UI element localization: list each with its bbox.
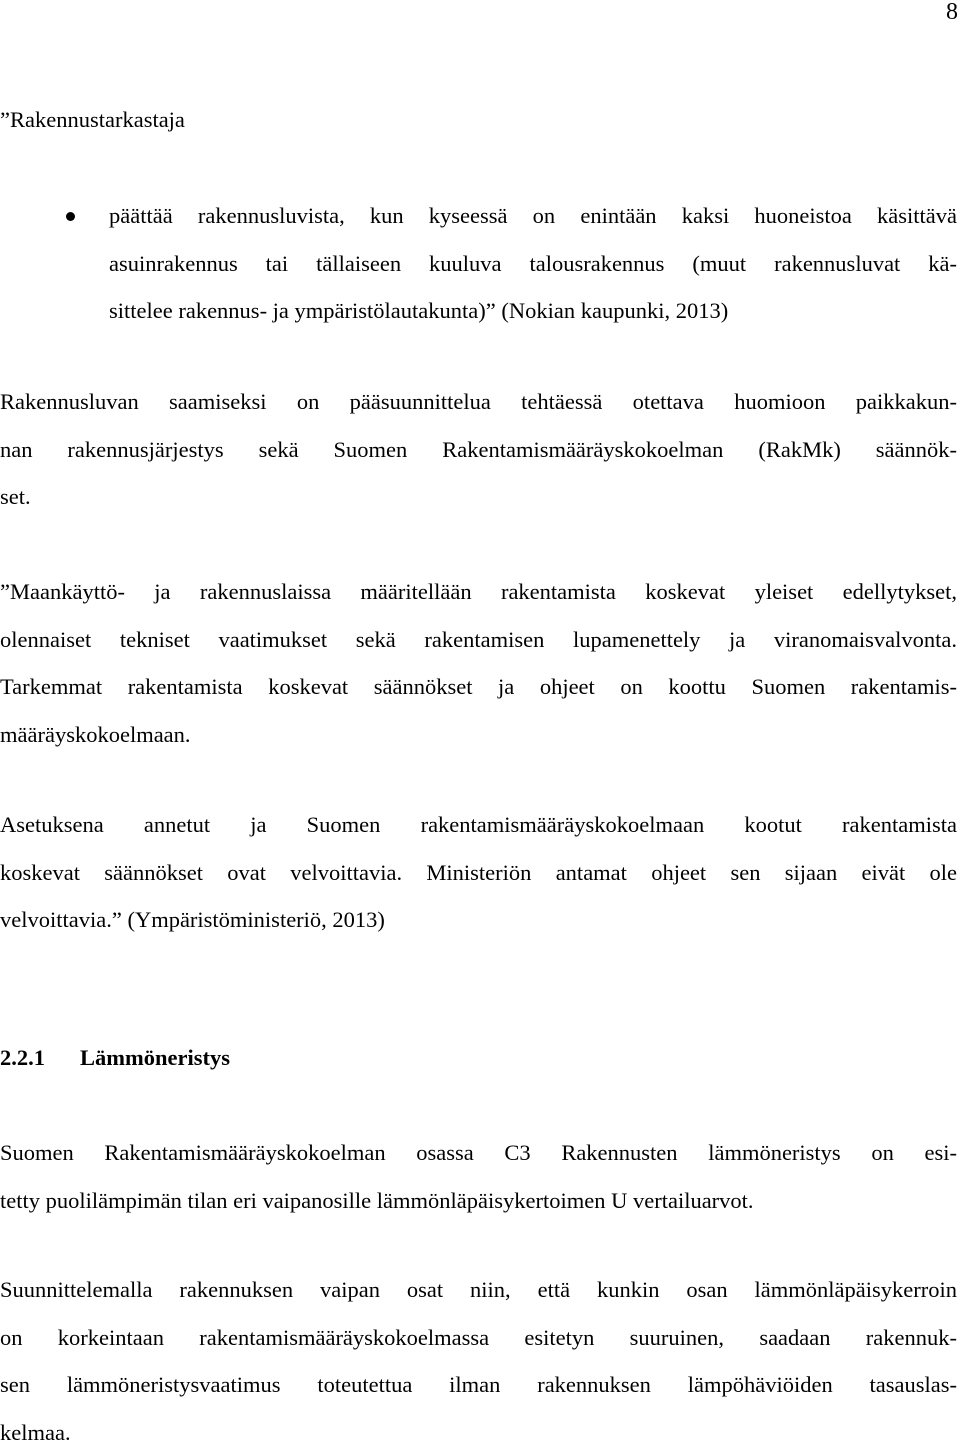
intro-quote — [0, 96, 957, 144]
bullet-line: asuinrakennus tai tällaiseen kuuluva talousrakennus (muut rakennusluvat kä- — [109, 240, 957, 288]
paragraph-land-use-law-quote — [0, 568, 957, 758]
bullet-line: sittelee rakennus- ja ympäristölautakunta)” (Nokian kaupunki, 2013) — [109, 287, 957, 335]
paragraph-line: määräyskokoelmaan. — [0, 711, 957, 759]
paragraph-line: Tarkemmat rakentamista koskevat säännökset ja ohjeet on koottu Suomen rakentamis- — [0, 663, 957, 711]
paragraph-line: sen lämmöneristysvaatimus toteutettua ilman rakennuksen lämpöhäviöiden tasauslas- — [0, 1361, 957, 1409]
bullet-line: päättää rakennusluvista, kun kyseessä on enintään kaksi huoneistoa käsittävä — [109, 192, 957, 240]
paragraph-line: Asetuksena annetut ja Suomen rakentamismääräyskokoelmaan kootut rakentamista — [0, 801, 957, 849]
paragraph-line: koskevat säännökset ovat velvoittavia. Ministeriön antamat ohjeet sen sijaan eivät ole — [0, 849, 957, 897]
intro-quote-text: ”Rakennustarkastaja — [0, 96, 957, 144]
paragraph-line: on korkeintaan rakentamismääräyskokoelmassa esitetyn suuruinen, saadaan rakennuk- — [0, 1314, 957, 1362]
paragraph-line: ”Maankäyttö- ja rakennuslaissa määritellään rakentamista koskevat yleiset edellytykset, — [0, 568, 957, 616]
paragraph-thermal-insulation — [0, 1129, 957, 1224]
paragraph-line: velvoittavia.” (Ympäristöministeriö, 2013) — [0, 896, 957, 944]
paragraph-envelope-design — [0, 1266, 957, 1456]
page-number: 8 — [946, 0, 958, 26]
paragraph-line: Suunnittelemalla rakennuksen vaipan osat niin, että kunkin osan lämmönläpäisykerroin — [0, 1266, 957, 1314]
paragraph-building-permit — [0, 378, 957, 521]
section-number: 2.2.1 — [0, 1034, 80, 1082]
paragraph-line: kelmaa. — [0, 1409, 957, 1456]
paragraph-line: set. — [0, 473, 957, 521]
bullet-text — [109, 192, 957, 335]
paragraph-line: Rakennusluvan saamiseksi on pääsuunnittelua tehtäessä otettava huomioon paikkakun- — [0, 378, 957, 426]
paragraph-line: olennaiset tekniset vaatimukset sekä rakentamisen lupamenettely ja viranomaisvalvonta. — [0, 616, 957, 664]
paragraph-line: nan rakennusjärjestys sekä Suomen Rakentamismääräyskokoelman (RakMk) säännök- — [0, 426, 957, 474]
bullet-dot-icon — [66, 212, 75, 221]
paragraph-binding-regulations — [0, 801, 957, 944]
paragraph-line: tetty puolilämpimän tilan eri vaipanosille lämmönläpäisykertoimen U vertailuarvot. — [0, 1177, 957, 1225]
paragraph-line: Suomen Rakentamismääräyskokoelman osassa C3 Rakennusten lämmöneristys on esi- — [0, 1129, 957, 1177]
section-heading — [0, 1034, 230, 1082]
section-title: Lämmöneristys — [80, 1045, 230, 1070]
